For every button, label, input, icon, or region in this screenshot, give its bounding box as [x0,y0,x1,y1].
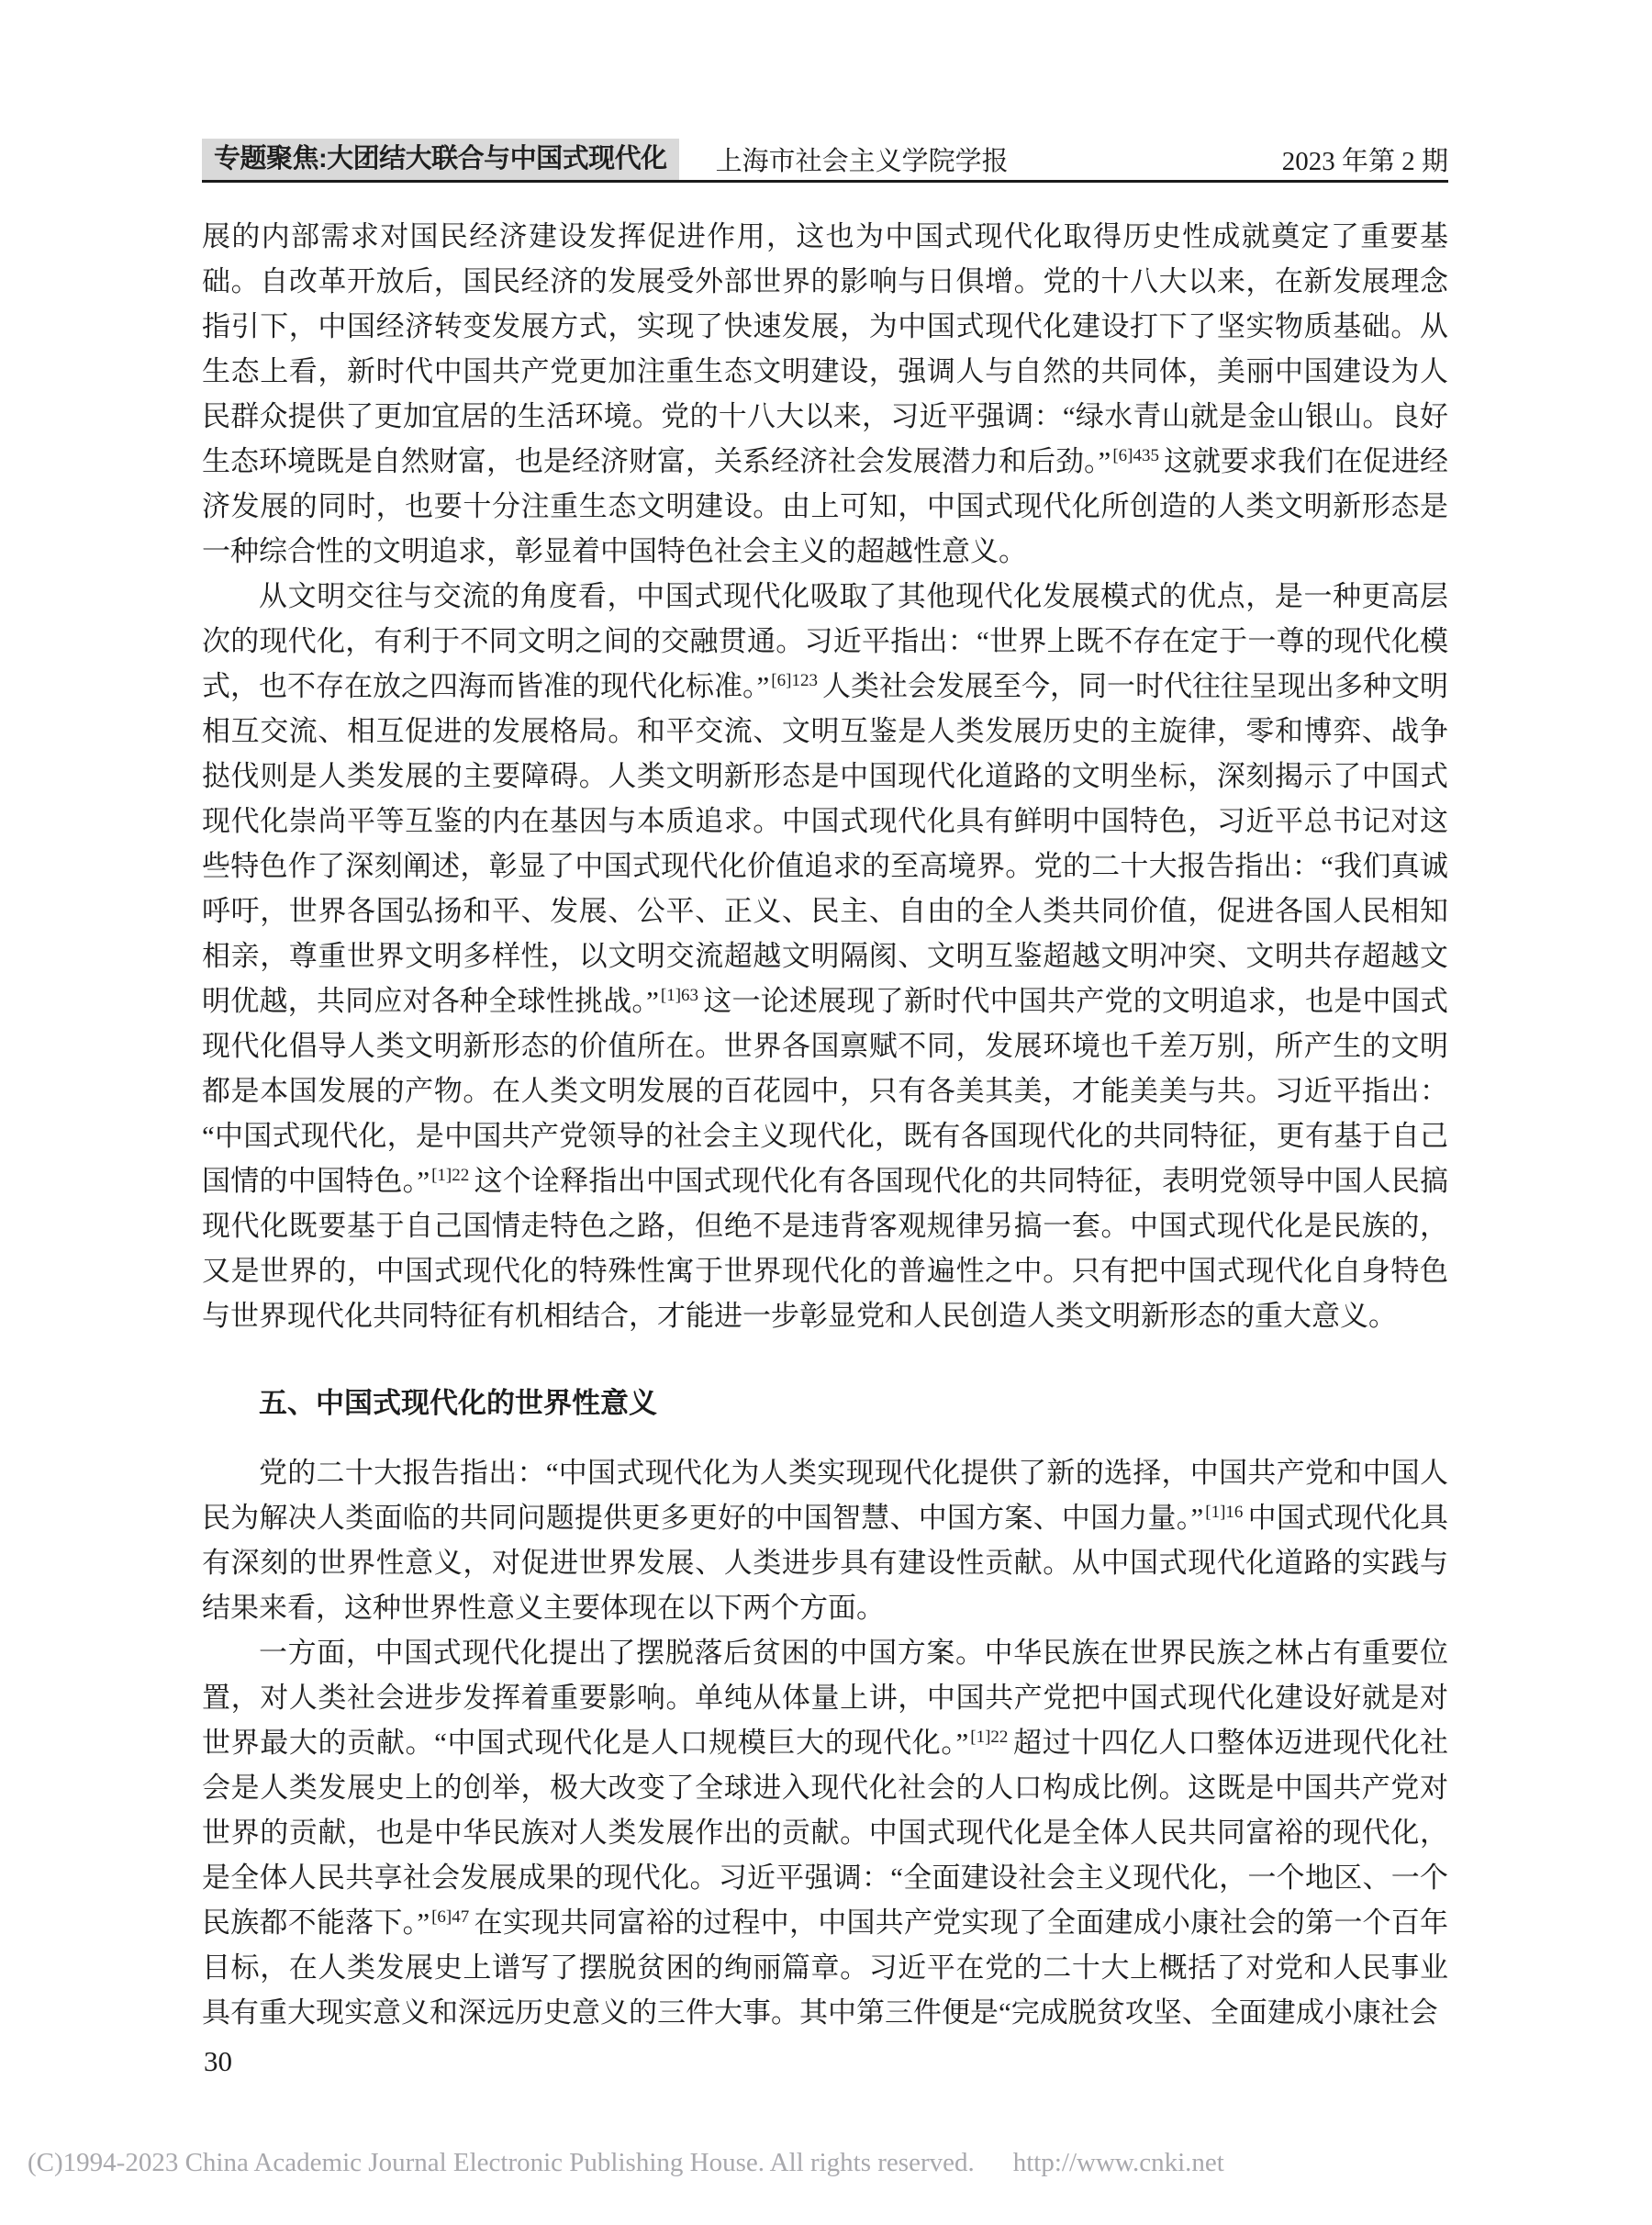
paragraph: 展的内部需求对国民经济建设发挥促进作用，这也为中国式现代化取得历史性成就奠定了重要基础。自改革开放后，国民经济的发展受外部世界的影响与日俱增。党的十八大以来，在新发展理念指引下，中国经济转变发展方式，实现了快速发展，为中国式现代化建设打下了坚实物质基础。从生态上看，新时代中国共产党更加注重生态文明建设，强调人与自然的共同体，美丽中国建设为人民群众提供了更加宜居的生活环境。党的十八大以来，习近平强调：“绿水青山就是金山银山。良好生态环境既是自然财富，也是经济财富，关系经济社会发展潜力和后劲。” $^{[6]435}$ 这就要求我们在促进经济发展的同时，也要十分注重生态文明建设。由上可知，中国式现代化所创造的人类文明新形态是一种综合性的文明追求，彰显着中国特色社会主义的超越性意义。 [202,220,1449,567]
paragraph: 党的二十大报告指出：“中国式现代化为人类实现现代化提供了新的选择，中国共产党和中国人民为解决人类面临的共同问题提供更多更好的中国智慧、中国方案、中国力量。” $^{[1]16}$ 中国式现代化具有深刻的世界性意义，对促进世界发展、人类进步具有建设性贡献。从中国式现代化道路的实践与结果来看，这种世界性意义主要体现在以下两个方面。 [202,1457,1449,1624]
page-number: 30 [204,2045,232,2077]
copyright-notice: (C)1994-2023 China Academic Journal Electronic Publishing House. All rights reserved. [28,2148,975,2177]
citation-superscript: [1]22 [431,1165,470,1185]
issue-label: 2023 年第 2 期 [1281,147,1448,176]
page-footer [28,2148,1624,2178]
section-heading: 五、中国式现代化的世界性意义 [259,1387,657,1419]
paragraph: 从文明交往与交流的角度看，中国式现代化吸取了其他现代化发展模式的优点，是一种更高层次的现代化，有利于不同文明之间的交融贯通。习近平指出：“世界上既不存在定于一尊的现代化模式，也不存在放之四海而皆准的现代化标准。” $^{[6]123}$ 人类社会发展至今，同一时代往往呈现出多种文明相互交流、相互促进的发展格局。和平交流、文明互鉴是人类发展历史的主旋律，零和博弈、战争挞伐则是人类发展的主要障碍。人类文明新形态是中国现代化道路的文明坐标，深刻揭示了中国式现代化崇尚平等互鉴的内在基因与本质追求。中国式现代化具有鲜明中国特色，习近平总书记对这些特色作了深刻阐述，彰显了中国式现代化价值追求的至高境界。党的二十大报告指出：“我们真诚呼吁，世界各国弘扬和平、发展、公平、正义、民主、自由的全人类共同价值，促进各国人民相知相亲，尊重世界文明多样性，以文明交流超越文明隔阂、文明互鉴超越文明冲突、文明共存超越文明优越，共同应对各种全球性挑战。” $^{[1]63}$ 这一论述展现了新时代中国共产党的文明追求，也是中国式现代化倡导人类文明新形态的价值所在。世界各国禀赋不同，发展环境也千差万别，所产生的文明都是本国发展的产物。在人类文明发展的百花园中，只有各美其美，才能美美与共。习近平指出：“中国式现代化，是中国共产党领导的社会主义现代化，既有各国现代化的共同特征，更有基于自己国情的中国特色。” $^{[1]22}$ 这个诠释指出中国式现代化有各国现代化的共同特征，表明党领导中国人民搞现代化既要基于自己国情走特色之路，但绝不是违背客观规律另搞一套。中国式现代化是民族的，又是世界的，中国式现代化的特殊性寓于世界现代化的普遍性之中。只有把中国式现代化自身特色与世界现代化共同特征有机相结合，才能进一步彰显党和人民创造人类文明新形态的重大意义。 [202,580,1449,1332]
journal-title: 上海市社会主义学院学报 [715,147,1009,176]
article-body [202,214,1448,2035]
citation-superscript: [1]63 [660,985,699,1005]
citation-superscript: [6]435 [1112,445,1159,465]
page-header [202,139,1448,180]
citation-superscript: [1]16 [1205,1502,1244,1522]
citation-superscript: [6]123 [771,670,818,690]
citation-superscript: [1]22 [970,1727,1009,1747]
header-rule [202,180,1448,183]
citation-superscript: [6]47 [431,1906,470,1927]
footer-url: http://www.cnki.net [1012,2148,1224,2177]
topic-label: 专题聚焦:大团结大联合与中国式现代化 [202,139,679,180]
paragraph: 一方面，中国式现代化提出了摆脱落后贫困的中国方案。中华民族在世界民族之林占有重要位置，对人类社会进步发挥着重要影响。单纯从体量上讲，中国共产党把中国式现代化建设好就是对世界最大的贡献。“中国式现代化是人口规模巨大的现代化。” $^{[1]22}$ 超过十四亿人口整体迈进现代化社会是人类发展史上的创举，极大改变了全球进入现代化社会的人口构成比例。这既是中国共产党对世界的贡献，也是中华民族对人类发展作出的贡献。中国式现代化是全体人民共同富裕的现代化，是全体人民共享社会发展成果的现代化。习近平强调：“全面建设社会主义现代化，一个地区、一个民族都不能落下。” $^{[6]47}$ 在实现共同富裕的过程中，中国共产党实现了全面建成小康社会的第一个百年目标，在人类发展史上谱写了摆脱贫困的绚丽篇章。习近平在党的二十大上概括了对党和人民事业具有重大现实意义和深远历史意义的三件大事。其中第三件便是“完成脱贫攻坚、全面建成小康社会 [202,1637,1449,2029]
